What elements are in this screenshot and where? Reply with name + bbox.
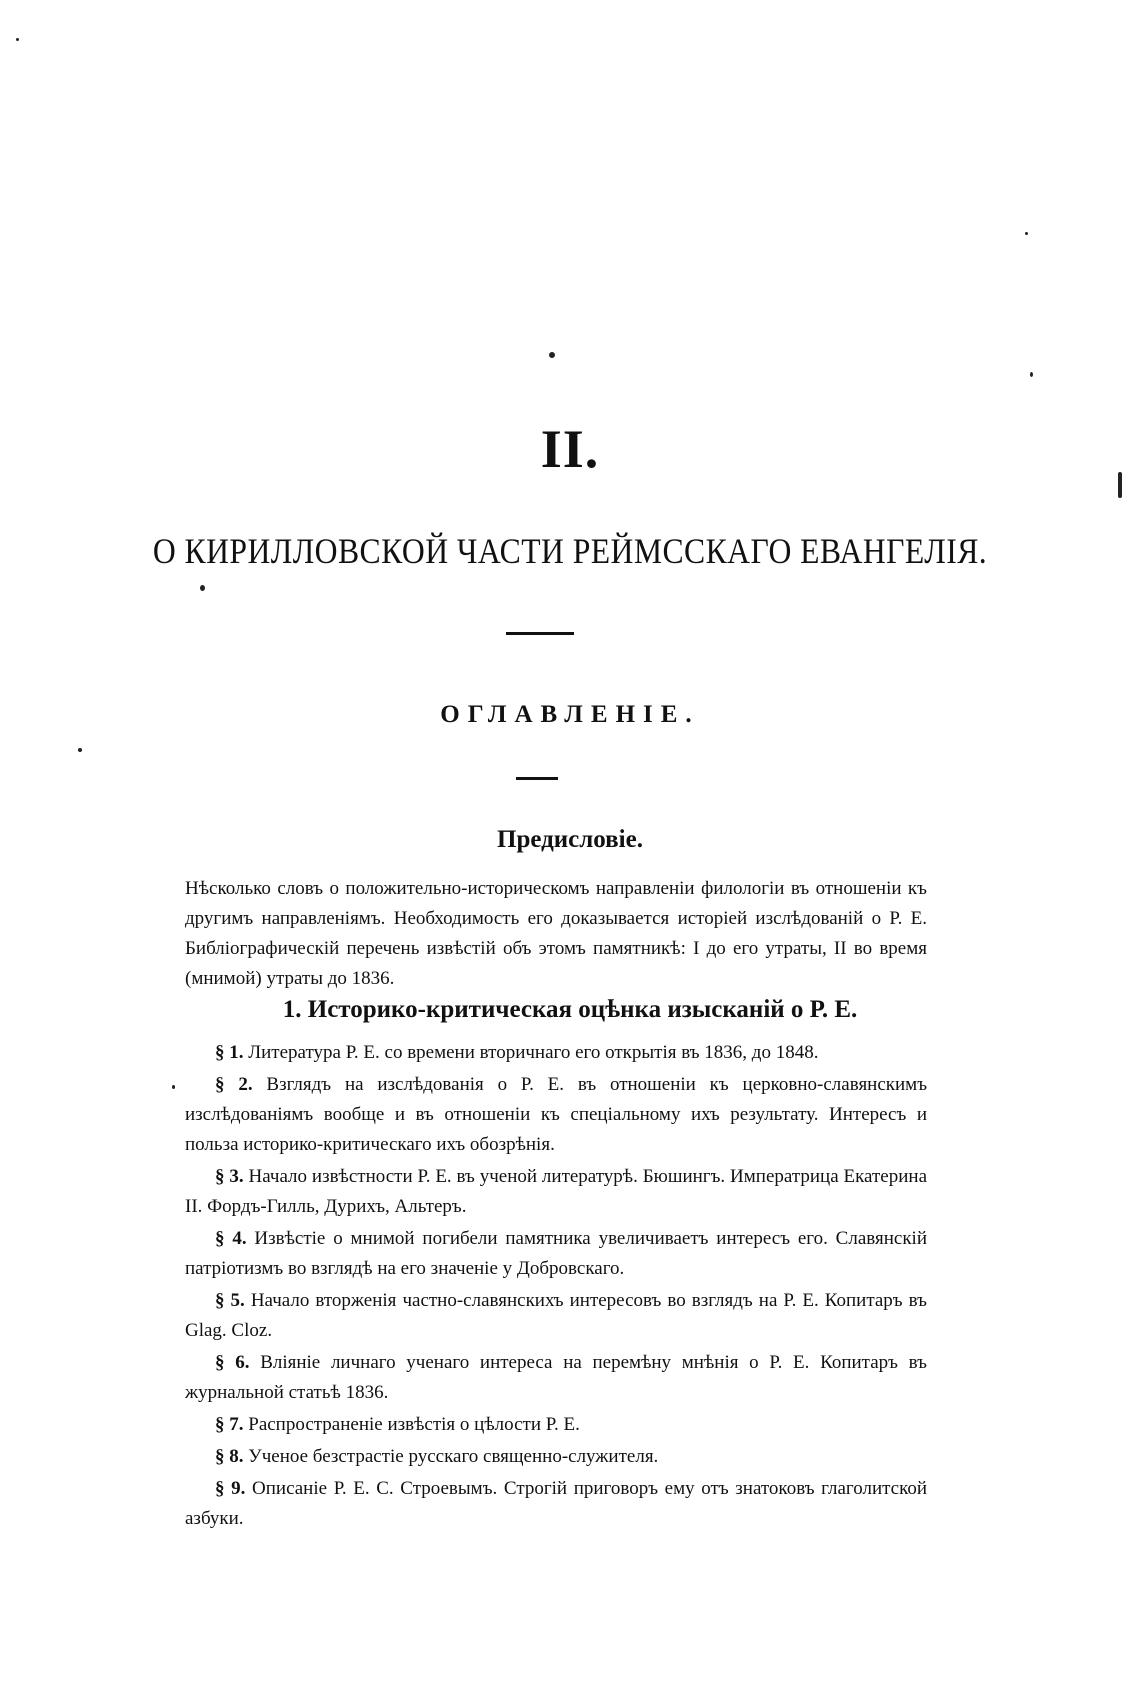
preface-heading: Предисловіе. <box>497 826 643 853</box>
item-text: Ученое безстрастіе русскаго священно-служителя. <box>248 1446 659 1467</box>
section-items <box>185 1038 927 1536</box>
toc-item <box>185 1410 927 1440</box>
item-number: § 3. <box>215 1166 244 1187</box>
scan-speck <box>1025 232 1028 235</box>
item-number: § 5. <box>215 1290 245 1311</box>
item-text: Распространеніе извѣстія о цѣлости Р. Е. <box>248 1414 580 1435</box>
scan-speck <box>78 748 82 752</box>
preface-text: Нѣсколько словъ о положительно-историческомъ направленіи филологіи въ отношеніи къ другимъ направленіямъ. Необходимость его доказывается исторіей изслѣдованій о Р. Е. Библіографическій перечень извѣстій объ этомъ памятникѣ: I до его утраты, II во время (мнимой) утраты до 1836. <box>185 878 927 989</box>
scan-speck <box>1030 372 1033 377</box>
item-text: Извѣстіе о мнимой погибели памятника увеличиваетъ интересъ его. Славянскій патріотизмъ во взглядѣ на его значеніе у Добровскаго. <box>185 1228 927 1279</box>
toc-item <box>185 1348 927 1408</box>
scan-speck <box>16 38 19 41</box>
scan-speck <box>172 1085 175 1089</box>
toc-divider <box>516 777 558 780</box>
toc-item <box>185 1286 927 1346</box>
toc-item <box>185 1224 927 1284</box>
item-number: § 2. <box>215 1074 253 1095</box>
item-text: Литература Р. Е. со времени вторичнаго его открытія въ 1836, до 1848. <box>248 1042 819 1063</box>
chapter-number: II. <box>540 419 600 479</box>
title-divider <box>506 632 574 635</box>
toc-item <box>185 1070 927 1160</box>
toc-item <box>185 1442 927 1472</box>
scan-speck <box>549 352 555 358</box>
toc-item <box>185 1038 927 1068</box>
scan-speck <box>1118 472 1122 498</box>
item-text: Взглядъ на изслѣдованія о Р. Е. въ отношеніи къ церковно-славянскимъ изслѣдованіямъ вообще и въ отношеніи къ спеціальному ихъ результату. Интересъ и польза историко-критическаго ихъ обозрѣнія. <box>185 1074 928 1155</box>
item-number: § 7. <box>215 1414 244 1435</box>
item-text: Начало вторженія частно-славянскихъ интересовъ во взглядъ на Р. Е. Копитаръ въ Glag. Cloz. <box>185 1290 927 1341</box>
item-number: § 6. <box>215 1352 250 1373</box>
item-number: § 8. <box>215 1446 244 1467</box>
section-heading: 1. Историко-критическая оцѣнка изысканій о Р. Е. <box>282 996 858 1023</box>
toc-heading: ОГЛАВЛЕНІЕ. <box>440 701 700 728</box>
toc-item <box>185 1474 927 1534</box>
item-number: § 1. <box>215 1042 244 1063</box>
item-text: Вліяніе личнаго ученаго интереса на перемѣну мнѣнія о Р. Е. Копитаръ въ журнальной статьѣ 1836. <box>185 1352 928 1403</box>
scan-speck <box>200 585 205 591</box>
chapter-title: О КИРИЛЛОВСКОЙ ЧАСТИ РЕЙМССКАГО ЕВАНГЕЛІЯ. <box>152 531 988 571</box>
item-text: Начало извѣстности Р. Е. въ ученой литературѣ. Бюшингъ. Императрица Екатерина II. Фордъ-Гилль, Дурихъ, Альтеръ. <box>185 1166 928 1217</box>
toc-item <box>185 1162 927 1222</box>
item-number: § 4. <box>215 1228 247 1249</box>
item-number: § 9. <box>215 1478 246 1499</box>
item-text: Описаніе Р. Е. С. Строевымъ. Строгій приговоръ ему отъ знатоковъ глаголитской азбуки. <box>185 1478 928 1529</box>
